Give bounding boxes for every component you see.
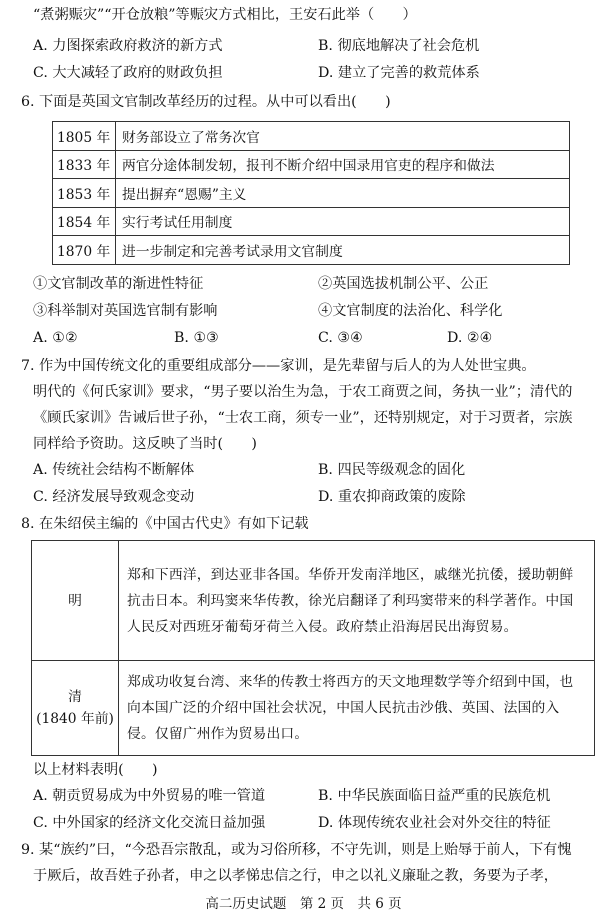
q8-after: 以上材料表明( ): [33, 762, 158, 778]
q5-option-b: B. 彻底地解决了社会危机: [318, 38, 480, 54]
q8-dynasty: 明: [68, 592, 82, 609]
q6-year: 1833 年: [53, 150, 116, 179]
q6-option-d: D. ②④: [447, 330, 493, 346]
table-row: [53, 236, 570, 265]
table-row: [32, 541, 595, 661]
q8-option-a: A. 朝贡贸易成为中外贸易的唯一管道: [33, 788, 266, 804]
q6-option-c: C. ③④: [318, 330, 363, 346]
q7-option-c: C. 经济发展导致观念变动: [33, 489, 195, 505]
q6-item-3: ③科举制对英国选官制有影响: [33, 303, 218, 319]
q8-dynasty: 清: [68, 689, 82, 705]
q5-option-c: C. 大大减轻了政府的财政负担: [33, 65, 223, 81]
q6-event: 进一步制定和完善考试录用文官制度: [116, 236, 570, 265]
table-row: [53, 207, 570, 236]
q8-dynasty-note: (1840 年前): [36, 711, 114, 727]
q9-line-1: 9. 某“族约”曰，“今恐吾宗散乱，或为习俗所移，不守先训，则是上贻辱于前人，下有愧: [21, 842, 572, 858]
q6-year: 1853 年: [53, 179, 116, 208]
page-footer: 高二历史试题 第 2 页 共 6 页: [205, 896, 402, 912]
q6-year: 1805 年: [53, 122, 116, 151]
q9-line-2: 于厥后，故吾姓子孙者，申之以孝悌忠信之行，申之以礼义廉耻之教，务要为子孝，: [33, 868, 558, 884]
q8-option-d: D. 体现传统农业社会对外交往的特征: [318, 815, 551, 831]
q7-line-4: 同样给予资助。这反映了当时( ): [33, 436, 257, 452]
q7-line-3: 《顾氏家训》告诫后世子孙，“士农工商，须专一业”，还特别规定，对于习贾者，宗族: [33, 410, 573, 426]
table-row: [53, 122, 570, 151]
q6-item-4: ④文官制度的法治化、科学化: [318, 303, 503, 319]
table-row: [53, 150, 570, 179]
q6-event: 财务部设立了常务次官: [116, 122, 570, 151]
q7-option-d: D. 重农抑商政策的废除: [318, 489, 466, 505]
q5-option-d: D. 建立了完善的救荒体系: [318, 65, 480, 81]
q6-table: [52, 121, 570, 265]
q6-event: 实行考试任用制度: [116, 207, 570, 236]
q8-option-b: B. 中华民族面临日益严重的民族危机: [318, 788, 551, 804]
q7-line-1: 7. 作为中国传统文化的重要组成部分——家训，是先辈留与后人的为人处世宝典。: [21, 358, 536, 374]
q8-record: 郑成功收复台湾、来华的传教士将西方的天文地理数学等介绍到中国，也向本国广泛的介绍中国社会状况，中国人民抗击沙俄、英国、法国的入侵。仅留广州作为贸易出口。: [119, 661, 595, 756]
table-row: [32, 661, 595, 756]
q6-event: 提出摒弃“恩赐”主义: [116, 179, 570, 208]
q8-stem: 8. 在朱绍侯主编的《中国古代史》有如下记载: [21, 516, 309, 532]
q6-option-a: A. ①②: [33, 330, 78, 346]
q6-item-1: ①文官制改革的渐进性特征: [33, 276, 204, 292]
q5-stem: “煮粥赈灾”“开仓放粮”等赈灾方式相比，王安石此举（ ）: [33, 7, 417, 23]
q6-stem: 6. 下面是英国文官制改革经历的过程。从中可以看出( ): [21, 94, 391, 110]
q7-option-a: A. 传统社会结构不断解体: [33, 462, 195, 478]
q6-item-2: ②英国选拔机制公平、公正: [318, 276, 489, 292]
q6-option-b: B. ①③: [174, 330, 219, 346]
table-row: [53, 179, 570, 208]
q6-event: 两官分途体制发轫，报刊不断介绍中国录用官吏的程序和做法: [116, 150, 570, 179]
q8-record: 郑和下西洋，到达亚非各国。华侨开发南洋地区，戚继光抗倭，援助朝鲜抗击日本。利玛窦来华传教，徐光启翻译了利玛窦带来的科学著作。中国人民反对西班牙葡萄牙荷兰入侵。政府禁止沿海居民出海贸易。: [119, 541, 595, 661]
q8-dynasty-cell: [32, 661, 119, 756]
q7-option-b: B. 四民等级观念的固化: [318, 462, 466, 478]
q5-option-a: A. 力图探索政府救济的新方式: [33, 38, 223, 54]
q8-option-c: C. 中外国家的经济文化交流日益加强: [33, 815, 266, 831]
q6-year: 1870 年: [53, 236, 116, 265]
q8-dynasty-cell: [32, 541, 119, 661]
q6-year: 1854 年: [53, 207, 116, 236]
q7-line-2: 明代的《何氏家训》要求，“男子要以治生为急，于农工商贾之间，务执一业”；清代的: [33, 384, 573, 400]
q8-table: [31, 540, 595, 756]
